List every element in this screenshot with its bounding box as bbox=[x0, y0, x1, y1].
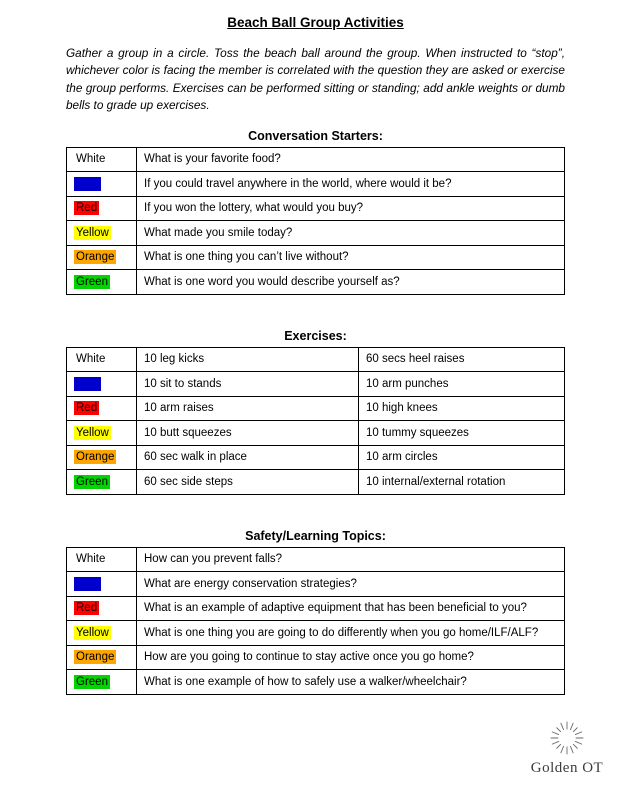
table-row bbox=[67, 372, 565, 397]
page-title: Beach Ball Group Activities bbox=[227, 15, 404, 30]
color-label-white: White bbox=[76, 553, 106, 566]
question-text: What are energy conservation strategies? bbox=[137, 572, 565, 597]
exercise-text: 10 arm raises bbox=[137, 396, 359, 421]
exercise-text: 10 leg kicks bbox=[137, 347, 359, 372]
table-row bbox=[67, 221, 565, 246]
exercise-text: 10 arm punches bbox=[359, 372, 565, 397]
exercise-text: 60 sec side steps bbox=[137, 470, 359, 495]
question-text: What is one example of how to safely use a walker/wheelchair? bbox=[137, 670, 565, 695]
color-label-white: White bbox=[76, 353, 106, 366]
color-label-green: Green bbox=[76, 675, 108, 688]
table-row bbox=[67, 172, 565, 197]
golden-ot-logo bbox=[519, 718, 615, 777]
color-label-yellow: Yellow bbox=[76, 626, 109, 639]
table-row bbox=[67, 196, 565, 221]
question-text: What made you smile today? bbox=[137, 221, 565, 246]
question-text: What is one thing you are going to do differently when you go home/ILF/ALF? bbox=[137, 621, 565, 646]
exercise-text: 10 tummy squeezes bbox=[359, 421, 565, 446]
color-label-orange: Orange bbox=[76, 451, 115, 464]
color-label-white: White bbox=[76, 153, 106, 166]
table-row bbox=[67, 421, 565, 446]
exercise-text: 60 secs heel raises bbox=[359, 347, 565, 372]
color-label-red: Red bbox=[76, 602, 98, 615]
table-row bbox=[67, 547, 565, 572]
safety-learning-table bbox=[66, 547, 565, 695]
question-text: What is an example of adaptive equipment that has been beneficial to you? bbox=[137, 596, 565, 621]
color-label-red: Red bbox=[76, 202, 98, 215]
color-label-red: Red bbox=[76, 402, 98, 415]
table-row bbox=[67, 645, 565, 670]
color-label-blue: Blue bbox=[76, 377, 100, 390]
exercise-text: 10 butt squeezes bbox=[137, 421, 359, 446]
question-text: What is one word you would describe yourself as? bbox=[137, 270, 565, 295]
color-label-blue: Blue bbox=[76, 577, 100, 590]
exercise-text: 10 arm circles bbox=[359, 445, 565, 470]
exercise-text: 10 high knees bbox=[359, 396, 565, 421]
question-text: What is your favorite food? bbox=[137, 147, 565, 172]
table-row bbox=[67, 270, 565, 295]
section-heading-conversation-starters: Conversation Starters: bbox=[248, 128, 383, 143]
color-label-orange: Orange bbox=[76, 251, 115, 264]
conversation-starters-table bbox=[66, 147, 565, 295]
sunburst-icon bbox=[543, 718, 591, 758]
question-text: How are you going to continue to stay active once you go home? bbox=[137, 645, 565, 670]
section-heading-exercises: Exercises: bbox=[284, 328, 347, 343]
exercise-text: 10 internal/external rotation bbox=[359, 470, 565, 495]
color-label-yellow: Yellow bbox=[76, 426, 109, 439]
table-row bbox=[67, 621, 565, 646]
color-label-green: Green bbox=[76, 475, 108, 488]
exercise-text: 10 sit to stands bbox=[137, 372, 359, 397]
table-row bbox=[67, 245, 565, 270]
table-row bbox=[67, 445, 565, 470]
exercise-text: 60 sec walk in place bbox=[137, 445, 359, 470]
color-label-yellow: Yellow bbox=[76, 226, 109, 239]
table-row bbox=[67, 596, 565, 621]
table-row bbox=[67, 670, 565, 695]
question-text: If you won the lottery, what would you buy? bbox=[137, 196, 565, 221]
question-text: How can you prevent falls? bbox=[137, 547, 565, 572]
color-label-green: Green bbox=[76, 275, 108, 288]
table-row bbox=[67, 572, 565, 597]
intro-paragraph: Gather a group in a circle. Toss the beach ball around the group. When instructed to “stop”, whichever color is facing the member is correlated with the question they are asked or exercise the group performs. Exercises can be performed sitting or standing; add ankle weights or dumb bells to grade up exercises. bbox=[66, 46, 565, 113]
section-heading-safety-learning: Safety/Learning Topics: bbox=[245, 528, 386, 543]
question-text: If you could travel anywhere in the world, where would it be? bbox=[137, 172, 565, 197]
table-row bbox=[67, 347, 565, 372]
table-row bbox=[67, 470, 565, 495]
exercises-table bbox=[66, 347, 565, 495]
table-row bbox=[67, 147, 565, 172]
color-label-orange: Orange bbox=[76, 651, 115, 664]
logo-text: Golden OT bbox=[530, 760, 604, 776]
color-label-blue: Blue bbox=[76, 177, 100, 190]
table-row bbox=[67, 396, 565, 421]
question-text: What is one thing you can’t live without? bbox=[137, 245, 565, 270]
